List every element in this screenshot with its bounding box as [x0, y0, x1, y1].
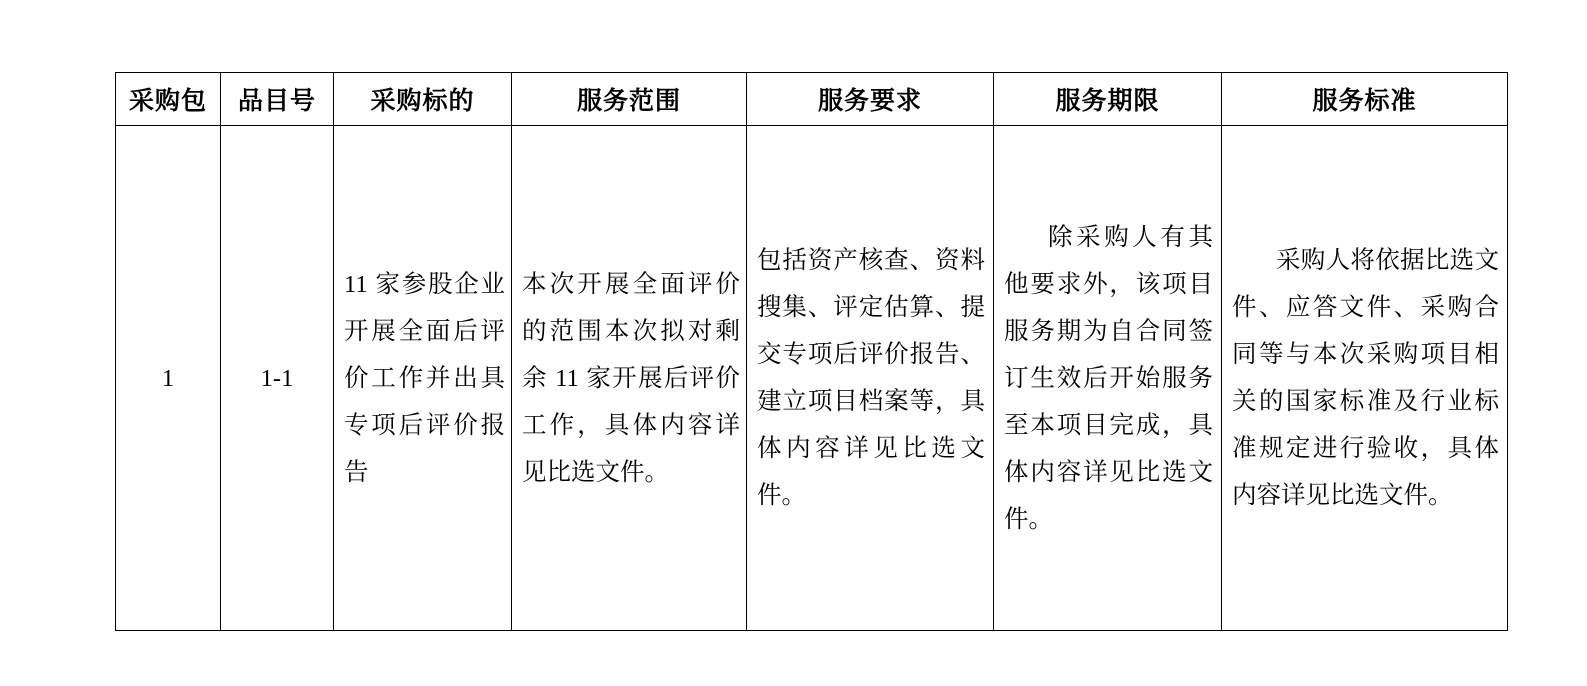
- cell-service-scope: [512, 126, 747, 631]
- cell-service-term-text: 除采购人有其他要求外，该项目服务期为自合同签订生效后开始服务至本项目完成，具体内容详见比选文件。: [1004, 223, 1213, 533]
- column-header-service-scope: 服务范围: [512, 73, 747, 126]
- table-header-row: [116, 73, 1508, 126]
- cell-service-standard: [1222, 126, 1508, 631]
- table-header: [116, 73, 1508, 126]
- cell-item-number: 1-1: [221, 126, 334, 631]
- cell-service-requirement: [747, 126, 994, 631]
- table-body: [116, 126, 1508, 631]
- cell-service-requirement-text: 包括资产核查、资料搜集、评定估算、提交专项后评价报告、建立项目档案等，具体内容详见比选文件。: [757, 247, 985, 509]
- column-header-service-term: 服务期限: [994, 73, 1222, 126]
- cell-service-standard-text: 采购人将依据比选文件、应答文件、采购合同等与本次采购项目相关的国家标准及行业标准规定进行验收，具体内容详见比选文件。: [1232, 247, 1499, 509]
- column-header-item-number: 品目号: [221, 73, 334, 126]
- cell-service-term: [994, 126, 1222, 631]
- column-header-procurement-target: 采购标的: [334, 73, 512, 126]
- column-header-package: 采购包: [116, 73, 221, 126]
- cell-package: 1: [116, 126, 221, 631]
- cell-procurement-target-text: 11 家参股企业开展全面后评价工作并出具专项后评价报告: [344, 270, 505, 486]
- column-header-service-standard: 服务标准: [1222, 73, 1508, 126]
- cell-procurement-target: [334, 126, 512, 631]
- procurement-table: [115, 72, 1508, 631]
- column-header-service-requirement: 服务要求: [747, 73, 994, 126]
- table-row: [116, 126, 1508, 631]
- cell-service-scope-text: 本次开展全面评价的范围本次拟对剩余 11 家开展后评价工作，具体内容详见比选文件。: [522, 270, 740, 486]
- procurement-table-container: [115, 72, 1507, 631]
